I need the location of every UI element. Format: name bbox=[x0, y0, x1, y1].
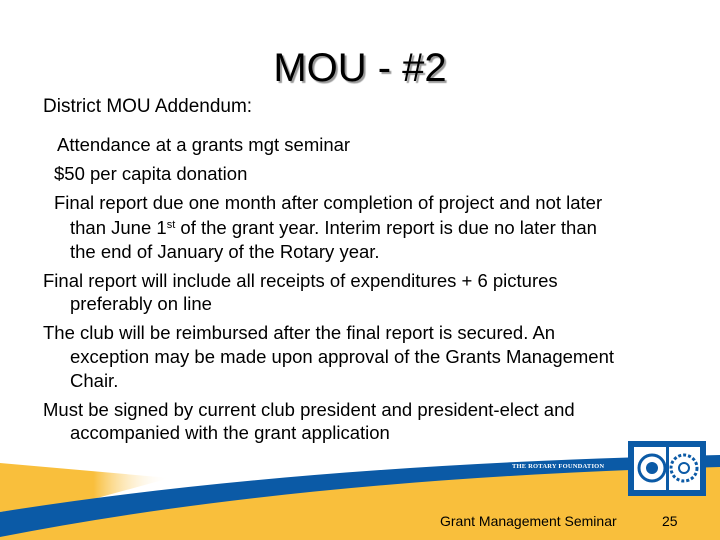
rotary-foundation-label: THE ROTARY FOUNDATION bbox=[512, 463, 605, 470]
text: of the grant year. Interim report is due no later than bbox=[175, 217, 597, 238]
list-item-continuation: preferably on line bbox=[70, 293, 212, 314]
section-heading: District MOU Addendum: bbox=[43, 96, 253, 117]
list-item-continuation bbox=[70, 217, 597, 239]
list-item: Attendance at a grants mgt seminar bbox=[57, 134, 351, 155]
list-item: Must be signed by current club president and president-elect and bbox=[43, 399, 575, 420]
slide-title: MOU - #2 bbox=[273, 46, 447, 90]
list-item-continuation: accompanied with the grant application bbox=[70, 422, 390, 443]
list-item: Final report will include all receipts of expenditures + 6 pictures bbox=[43, 270, 558, 291]
footer-label: Grant Management Seminar bbox=[440, 513, 617, 529]
text: than June 1 bbox=[70, 217, 167, 238]
list-item-continuation: the end of January of the Rotary year. bbox=[70, 241, 380, 262]
rotary-logo-icon bbox=[628, 441, 706, 496]
list-item: The club will be reimbursed after the final report is secured. An bbox=[43, 322, 556, 343]
superscript: st bbox=[166, 219, 176, 231]
list-item: Final report due one month after completion of project and not later bbox=[54, 192, 603, 213]
list-item-continuation: Chair. bbox=[70, 370, 119, 391]
page-number: 25 bbox=[662, 513, 678, 529]
list-item-continuation: exception may be made upon approval of the Grants Management bbox=[70, 346, 615, 367]
list-item: $50 per capita donation bbox=[54, 163, 248, 184]
